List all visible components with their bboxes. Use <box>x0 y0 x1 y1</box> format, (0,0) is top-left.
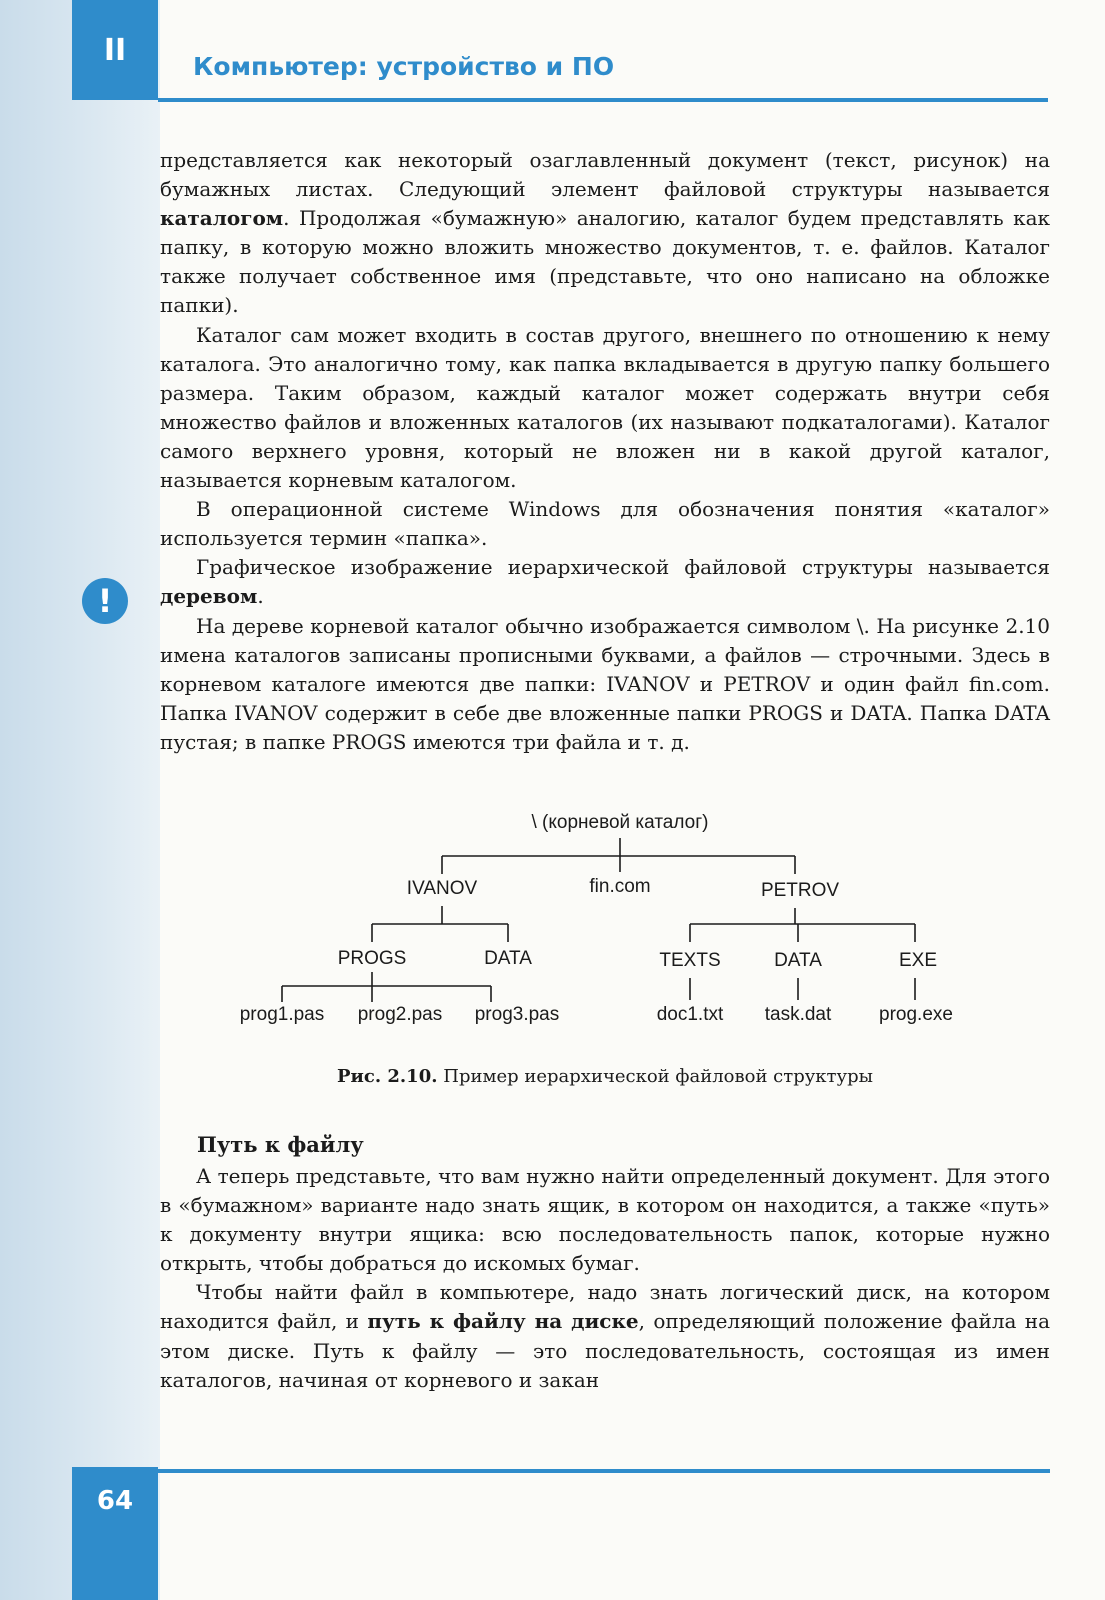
section-heading: Путь к файлу <box>197 1132 364 1157</box>
figure-caption <box>160 1066 1050 1087</box>
paragraph: На дереве корневой каталог обычно изображается символом \. На рисунке 2.10 имена каталогов записаны прописными буквами, а файлов — строчными. Здесь в корневом каталоге имеются две папки: IVANOV и PETROV и один файл fin.com. Папка IVANOV содержит в себе две вложенные папки PROGS и DATA. Папка DATA пустая; в папке PROGS имеются три файла и т. д. <box>160 613 1050 754</box>
paragraph: В операционной системе Windows для обозначения понятия «каталог» используется термин «папка». <box>160 497 1050 551</box>
paragraph: Чтобы найти файл в компьютере, надо знать логический диск, на котором находится файл, и путь к файлу на диске, определяющий положение файла на этом диске. Путь к файлу — это последовательность, состоящая из имен каталогов, начиная от корневого и закан <box>160 1280 1051 1392</box>
tree-node-texts: TEXTS <box>659 950 721 971</box>
term-catalog: каталогом <box>160 206 284 231</box>
tree-file-prog2: prog2.pas <box>357 1004 443 1025</box>
paragraph: Графическое изображение иерархической файловой структуры называется деревом. <box>160 555 1050 609</box>
header-rule <box>158 98 1048 102</box>
caption-label: Рис. 2.10. <box>337 1066 438 1087</box>
tree-file-prog3: prog3.pas <box>474 1004 560 1025</box>
tree-node-data-ivanov: DATA <box>484 948 532 969</box>
tree-file-doc1: doc1.txt <box>656 1004 724 1025</box>
term-tree: деревом <box>160 584 258 609</box>
tree-node-progs: PROGS <box>337 948 407 969</box>
term-file-path: путь к файлу на диске <box>367 1309 639 1334</box>
section-number: II <box>103 32 127 68</box>
main-text <box>160 146 1050 757</box>
paragraph: А теперь представьте, что вам нужно найти определенный документ. Для этого в «бумажном» варианте надо знать ящик, в котором он находится, а также «путь» к документу внутри ящика: всю последовательность папок, которые нужно открыть, чтобы добраться до искомых бумаг. <box>160 1164 1050 1276</box>
tree-node-ivanov: IVANOV <box>406 878 478 899</box>
chapter-title: Компьютер: устройство и ПО <box>193 52 615 81</box>
tree-file-prog-exe: prog.exe <box>879 1004 953 1025</box>
tree-node-exe: EXE <box>898 950 938 971</box>
attention-icon: ! <box>82 578 128 624</box>
file-tree-figure <box>160 812 1050 1058</box>
section-text <box>160 1162 1050 1395</box>
paragraph: Каталог сам может входить в состав другого, внешнего по отношению к нему каталога. Это аналогично тому, как папка вкладывается в другую папку большего размера. Таким образом, каждый каталог может содержать внутри себя множество файлов и вложенных каталогов (их называют подкаталогами). Каталог самого верхнего уровня, который не вложен ни в какой другой каталог, называется корневым каталогом. <box>160 322 1050 493</box>
side-band <box>0 0 160 1600</box>
caption-text: Пример иерархической файловой структуры <box>443 1066 873 1087</box>
page-number: 64 <box>96 1486 134 1516</box>
paragraph: представляется как некоторый озаглавленный документ (текст, рисунок) на бумажных листах. Следующий элемент файловой структуры называется каталогом. Продолжая «бумажную» аналогию, каталог будем представлять как папку, в которую можно вложить множество документов, т. е. файлов. Каталог также получает собственное имя (представьте, что оно написано на обложке папки). <box>160 148 1050 318</box>
tree-root: \ (корневой каталог) <box>531 812 709 833</box>
section-number-tab <box>72 0 158 100</box>
tree-file-fin: fin.com <box>589 876 651 897</box>
tree-node-data-petrov: DATA <box>774 950 822 971</box>
footer-rule <box>158 1469 1050 1473</box>
tree-node-petrov: PETROV <box>760 880 840 901</box>
tree-file-prog1: prog1.pas <box>239 1004 325 1025</box>
tree-file-task: task.dat <box>764 1004 832 1025</box>
